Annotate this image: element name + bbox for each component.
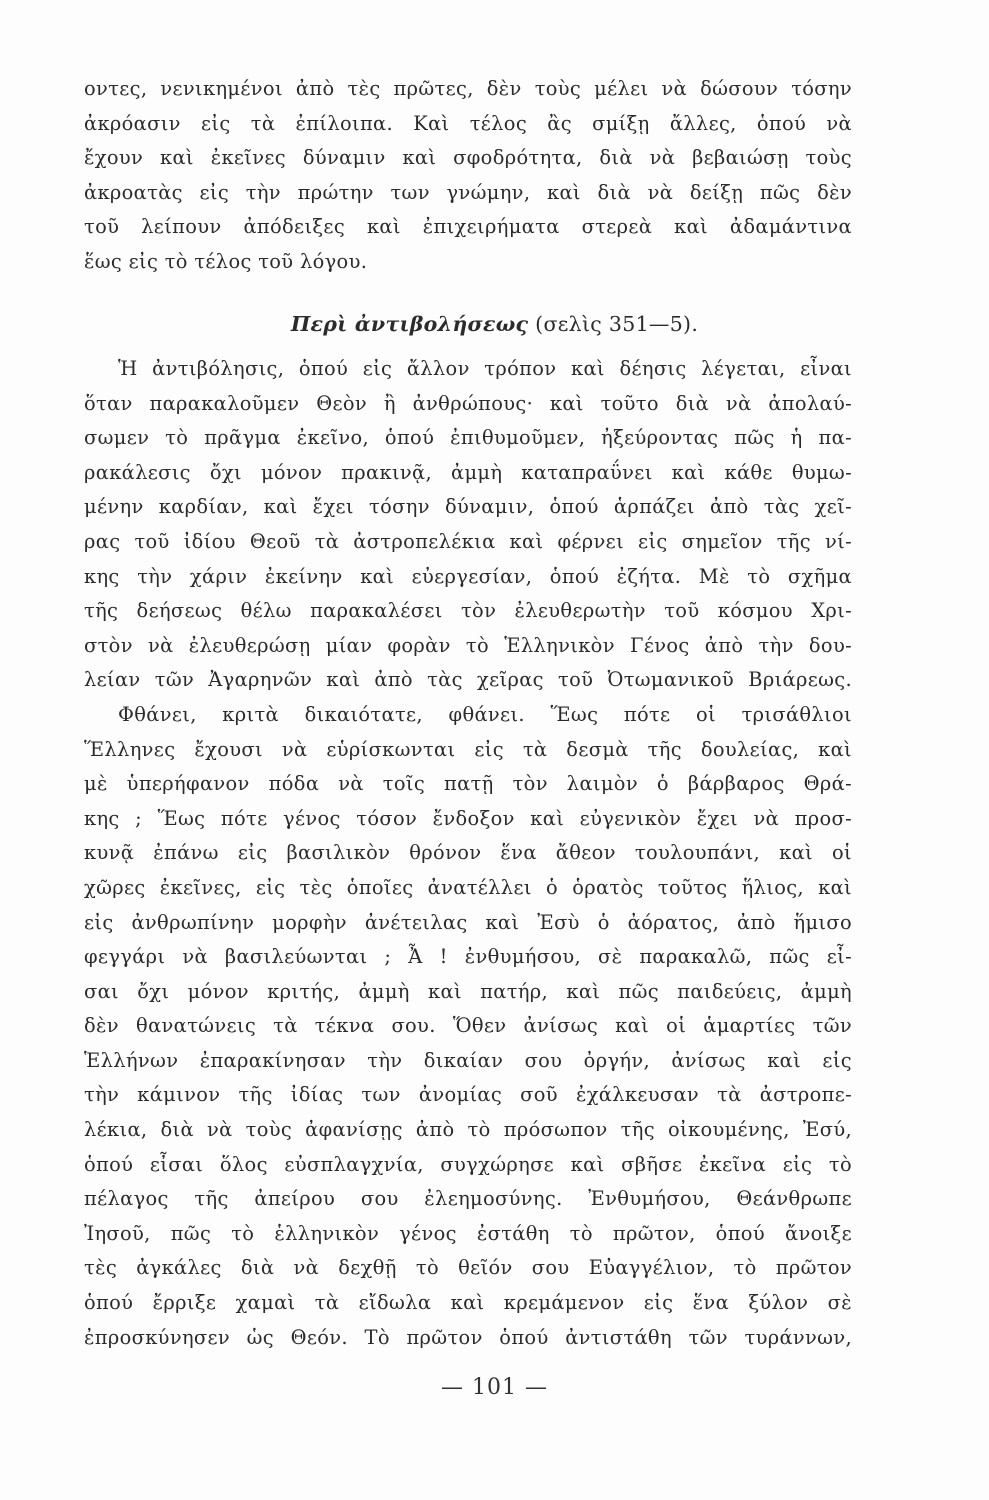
text-line: μένην καρδίαν, καὶ ἔχει τόσην δύναμιν, ὁπού ἁρπάζει ἀπὸ τὰς χεῖ-	[84, 495, 852, 519]
text-line: ὁπού εἶσαι ὅλος εὐσπλαγχνία, συγχώρησε καὶ σβῆσε ἐκεῖνα εἰς τὸ	[84, 1152, 852, 1176]
text-line: ρακάλεσις ὄχι μόνον πρακινᾷ, ἀμμὴ καταπραΰνει καὶ κάθε θυμω-	[84, 460, 852, 484]
text-line: σωμεν τὸ πρᾶγμα ἐκεῖνο, ὁπού ἐπιθυμοῦμεν, ἠξεύροντας πῶς ἡ πα-	[84, 426, 852, 450]
text-line: μὲ ὑπερήφανον πόδα νὰ τοῖς πατῇ τὸν λαιμὸν ὁ βάρβαρος Θρά-	[84, 772, 852, 796]
text-line: φεγγάρι νὰ βασιλεύωνται ; Ἆ ! ἐνθυμήσου, σὲ παρακαλῶ, πῶς εἶ-	[84, 945, 852, 969]
text-line: τῆς δεήσεως θέλω παρακαλέσει τὸν ἐλευθερωτὴν τοῦ κόσμου Χρι-	[84, 599, 852, 623]
text-line: Φθάνει, κριτὰ δικαιότατε, φθάνει. Ἕως πότε οἱ τρισάθλιοι	[118, 702, 852, 726]
section-body	[84, 352, 852, 1355]
section-reference: (σελὶς 351—5).	[535, 312, 699, 336]
text-line: Ἡ ἀντιβόλησις, ὁπού εἰς ἄλλον τρόπον καὶ δέησις λέγεται, εἶναι	[118, 357, 852, 380]
text-line: εἰς ἀνθρωπίνην μορφὴν ἀνέτειλας καὶ Ἐσὺ ὁ ἀόρατος, ἀπὸ ἥμισο	[84, 910, 852, 934]
text-line: λέκια, διὰ νὰ τοὺς ἀφανίσῃς ἀπὸ τὸ πρόσωπον τῆς οἰκουμένης, Ἐσύ,	[84, 1118, 852, 1142]
text-line: τὴν κάμινον τῆς ἰδίας των ἀνομίας σοῦ ἐχάλκευσαν τὰ ἀστροπε-	[84, 1083, 852, 1107]
section-heading	[0, 307, 989, 341]
text-line: Ἑλλήνων ἐπαρακίνησαν τὴν δικαίαν σου ὀργήν, ἀνίσως καὶ εἰς	[84, 1048, 852, 1072]
text-line: οντες, νενικημένοι ἀπὸ τὲς πρῶτες, δὲν τοὺς μέλει νὰ δώσουν τόσην	[84, 77, 852, 100]
page-number: — 101 —	[441, 1375, 548, 1400]
text-line: δὲν θανατώνεις τὰ τέκνα σου. Ὅθεν ἀνίσως καὶ οἱ ἁμαρτίες τῶν	[84, 1014, 852, 1038]
text-line: τὲς ἀγκάλες διὰ νὰ δεχθῇ τὸ θεῖόν σου Εὐαγγέλιον, τὸ πρῶτον	[84, 1256, 852, 1280]
text-line: ἐπροσκύνησεν ὡς Θεόν. Τὸ πρῶτον ὁπού ἀντιστάθη τῶν τυράννων,	[84, 1325, 852, 1349]
text-line: Ἰησοῦ, πῶς τὸ ἑλληνικὸν γένος ἐστάθη τὸ πρῶτον, ὁπού ἄνοιξε	[84, 1221, 852, 1245]
text-line: κυνᾷ ἐπάνω εἰς βασιλικὸν θρόνον ἕνα ἄθεον τουλουπάνι, καὶ οἱ	[84, 841, 852, 865]
text-line: λείαν τῶν Ἀγαρηνῶν καὶ ἀπὸ τὰς χεῖρας τοῦ Ὀτωμανικοῦ Βριάρεως.	[84, 668, 852, 692]
text-line: Ἕλληνες ἔχουσι νὰ εὑρίσκωνται εἰς τὰ δεσμὰ τῆς δουλείας, καὶ	[84, 737, 852, 761]
text-line: ἀκροατὰς εἰς τὴν πρώτην των γνώμην, καὶ διὰ νὰ δείξῃ πῶς δὲν	[84, 180, 852, 204]
text-line: χῶρες ἐκεῖνες, εἰς τὲς ὁποῖες ἀνατέλλει ὁ ὁρατὸς τοῦτος ἥλιος, καὶ	[84, 875, 852, 899]
text-line: ὅταν παρακαλοῦμεν Θεὸν ἢ ἀνθρώπους· καὶ τοῦτο διὰ νὰ ἀπολαύ-	[84, 391, 852, 415]
section-title: Περὶ ἀντιβολήσεως	[290, 312, 529, 336]
text-line: ρας τοῦ ἰδίου Θεοῦ τὰ ἀστροπελέκια καὶ φέρνει εἰς σημεῖον τῆς νί-	[84, 529, 852, 553]
text-line: στὸν νὰ ἐλευθερώσῃ μίαν φορὰν τὸ Ἑλληνικὸν Γένος ἀπὸ τὴν δου-	[84, 633, 852, 657]
text-line: ἔχουν καὶ ἐκεῖνες δύναμιν καὶ σφοδρότητα, διὰ νὰ βεβαιώσῃ τοὺς	[84, 146, 852, 170]
text-line: πέλαγος τῆς ἀπείρου σου ἐλεημοσύνης. Ἐνθυμήσου, Θεάνθρωπε	[84, 1187, 852, 1211]
text-line: σαι ὄχι μόνον κριτής, ἀμμὴ καὶ πατήρ, καὶ πῶς παιδεύεις, ἀμμὴ	[84, 979, 852, 1003]
paragraph-continuation	[84, 72, 852, 280]
text-line: ἀκρόασιν εἰς τὰ ἐπίλοιπα. Καὶ τέλος ἂς σμίξῃ ἄλλες, ὁπού νὰ	[84, 111, 852, 135]
text-line: κης τὴν χάριν ἐκείνην καὶ εὐεργεσίαν, ὁπού ἐζήτα. Μὲ τὸ σχῆμα	[84, 564, 852, 588]
text-line: ἕως εἰς τὸ τέλος τοῦ λόγου.	[84, 249, 368, 273]
text-line: κης ; Ἕως πότε γένος τόσον ἔνδοξον καὶ εὐγενικὸν ἔχει νὰ προσ-	[84, 806, 852, 830]
text-line: τοῦ λείπουν ἀπόδειξες καὶ ἐπιχειρήματα στερεὰ καὶ ἀδαμάντινα	[84, 215, 852, 239]
text-line: ὁπού ἔρριξε χαμαὶ τὰ εἴδωλα καὶ κρεμάμενον εἰς ἕνα ξύλον σὲ	[84, 1291, 852, 1315]
